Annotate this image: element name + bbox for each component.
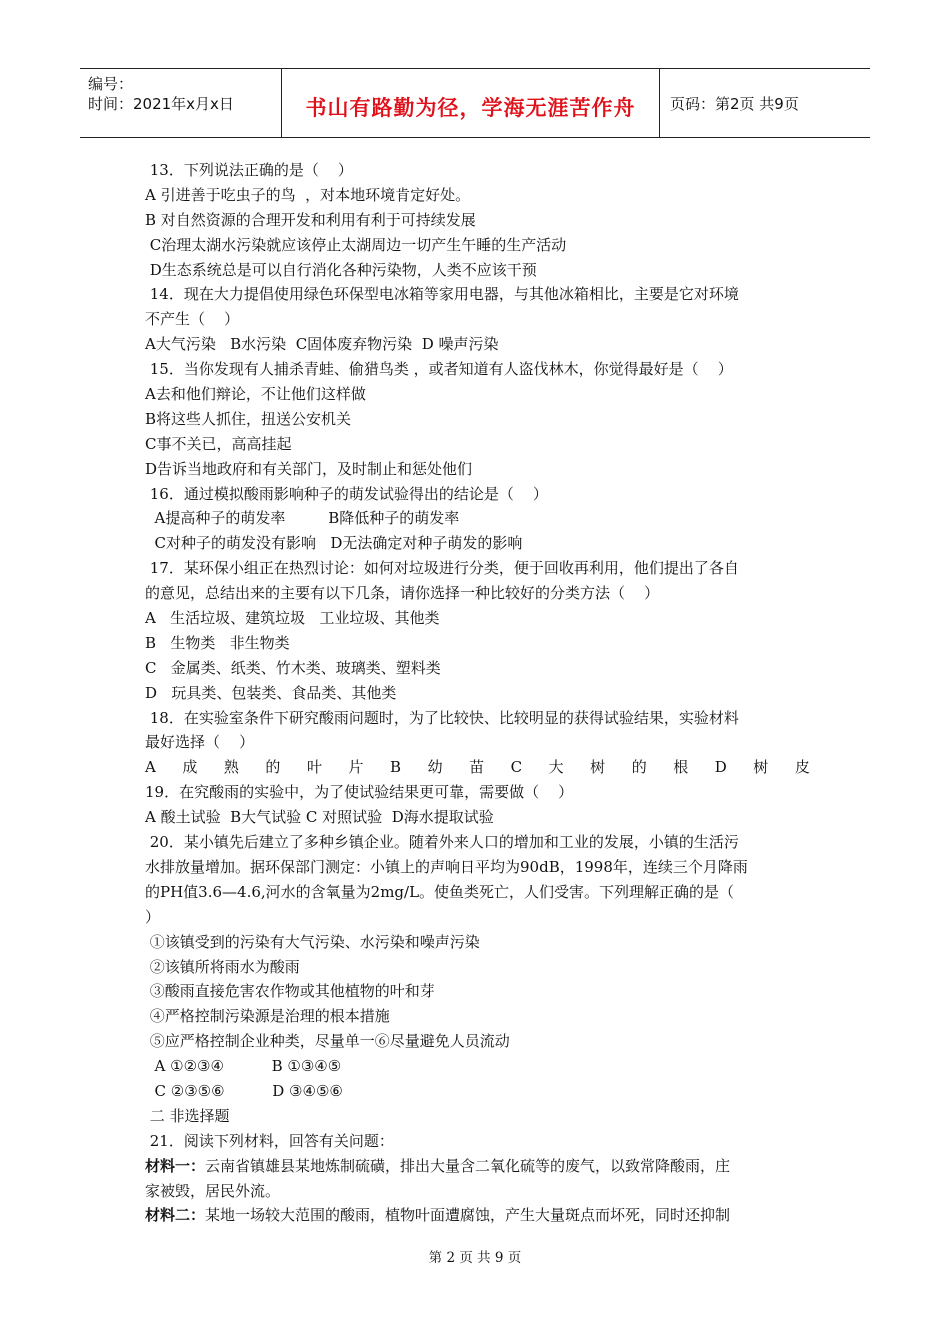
option-glyph: 根 [673,758,689,777]
text-line: 18．在实验室条件下研究酸雨问题时，为了比较快、比较明显的获得试验结果，实验材料 [145,708,739,727]
text-line: 21．阅读下列材料，回答有关问题： [145,1131,394,1150]
text-line: ④严格控制污染源是治理的根本措施 [145,1007,390,1026]
text-line: ⑤应严格控制企业种类，尽量单一⑥尽量避免人员流动 [145,1032,510,1051]
header-motto-cell [282,69,660,137]
option-glyph: 的 [631,758,647,777]
text-line: 13．下列说法正确的是（ ） [145,161,353,179]
option-glyph: D [714,758,727,777]
questions-block-2 [145,780,810,1153]
text-line: D生态系统总是可以自行消化各种污染物，人类不应该干预 [145,260,537,279]
text-line: 不产生（ ） [145,310,240,329]
option-glyph: 幼 [427,758,443,777]
text-line: C 金属类、纸类、竹木类、玻璃类、塑料类 [145,658,441,677]
text-line: 15．当你发现有人捕杀青蛙、偷猎鸟类 ，或者知道有人盗伐林木，你觉得最好是（ ） [145,360,733,379]
material-one-label: 材料一： [145,1156,206,1175]
text-line: ①该镇受到的污染有大气污染、水污染和噪声污染 [145,932,480,951]
option-glyph: 皮 [794,758,810,777]
text-line: A大气污染 B水污染 C固体废弃物污染 D 噪声污染 [145,335,499,354]
text-line: C治理太湖水污染就应该停止太湖周边一切产生午睡的生产活动 [145,235,567,254]
text-line: D 玩具类、包装类、食品类、其他类 [145,683,397,702]
text-line: C对种子的萌发没有影响 D无法确定对种子萌发的影响 [145,534,523,553]
page-footer: 第 2 页 共 9 页 [428,1250,522,1266]
option-glyph: 苗 [469,758,485,777]
header-page-cell [660,69,870,137]
page-header [80,68,870,138]
material-two-line-1: 材料二：某地一场较大范围的酸雨，植物叶面遭腐蚀，产生大量斑点而坏死，同时还抑制 [145,1206,731,1225]
motto: 书山有路勤为径，学海无涯苦作舟 [305,96,636,120]
text-line: 水排放量增加。据环保部门测定：小镇上的声响日平均为90dB，1998年，连续三个月降雨 [145,857,748,876]
option-glyph: 树 [753,758,769,777]
text-line: A提高种子的萌发率 B降低种子的萌发率 [145,509,460,528]
material-one-line-2: 家被毁，居民外流。 [145,1181,281,1200]
text-line: ②该镇所将雨水为酸雨 [145,957,300,976]
text-line: 20．某小镇先后建立了多种乡镇企业。随着外来人口的增加和工业的发展，小镇的生活污 [145,833,739,852]
text-line: 二 非选择题 [145,1106,230,1125]
answer-options-18 [145,755,810,780]
text-line: B将这些人抓住，扭送公安机关 [145,409,352,428]
option-glyph: 叶 [306,758,322,777]
page-info: 页码：第2页 共9页 [670,94,799,113]
text-line: B 生物类 非生物类 [145,633,290,652]
text-line: 19．在究酸雨的实验中，为了使试验结果更可靠，需要做（ ） [145,783,574,802]
text-line: A 引进善于吃虫子的鸟 ，对本地环境肯定好处。 [145,185,471,204]
text-line: 的意见，总结出来的主要有以下几条，请你选择一种比较好的分类方法（ ） [145,584,660,603]
option-glyph: 片 [348,758,364,777]
text-line: A ①②③④ B ①③④⑤ [145,1057,342,1076]
text-line: 14．现在大力提倡使用绿色环保型电冰箱等家用电器，与其他冰箱相比，主要是它对环境 [145,285,739,304]
option-glyph: 的 [265,758,281,777]
option-glyph: 成 [182,758,198,777]
option-glyph: 大 [548,758,564,777]
text-line: D告诉当地政府和有关部门，及时制止和惩处他们 [145,459,473,478]
option-glyph: C [510,758,523,777]
header-meta-cell [80,69,282,137]
text-line: 16．通过模拟酸雨影响种子的萌发试验得出的结论是（ ） [145,484,548,503]
text-line: ③酸雨直接危害农作物或其他植物的叶和芽 [145,982,435,1001]
text-line: B 对自然资源的合理开发和利用有利于可持续发展 [145,210,476,229]
text-line: A 生活垃圾、建筑垃圾 工业垃圾、其他类 [145,609,440,628]
text-line: 的PH值3.6—4.6,河水的含氧量为2mg/L。使鱼类死亡，人们受害。下列理解正确的是（ [145,882,735,901]
material-two-label: 材料二： [145,1206,206,1225]
questions-block-1 [145,158,810,755]
material-one-line-1: 材料一：云南省镇雄县某地炼制硫磺，排出大量含二氧化硫等的废气，以致常降酸雨，庄 [145,1156,731,1175]
text-line: C事不关已，高高挂起 [145,434,292,453]
option-glyph: B [390,758,402,777]
option-glyph: A [145,758,156,777]
code-label: 编号： [88,75,134,93]
text-line: C ②③⑤⑥ D ③④⑤⑥ [145,1081,343,1100]
text-line: 最好选择（ ） [145,733,255,752]
time-label: 时间：2021年x月x日 [88,95,234,113]
document-body [145,158,810,1228]
text-line: A 酸土试验 B大气试验 C 对照试验 D海水提取试验 [145,808,494,827]
option-glyph: 熟 [223,758,239,777]
text-line: A去和他们辩论，不让他们这样做 [145,385,366,404]
option-glyph: 树 [590,758,606,777]
text-line: ） [145,907,161,926]
text-line: 17．某环保小组正在热烈讨论：如何对垃圾进行分类，便于回收再利用，他们提出了各自 [145,559,739,578]
